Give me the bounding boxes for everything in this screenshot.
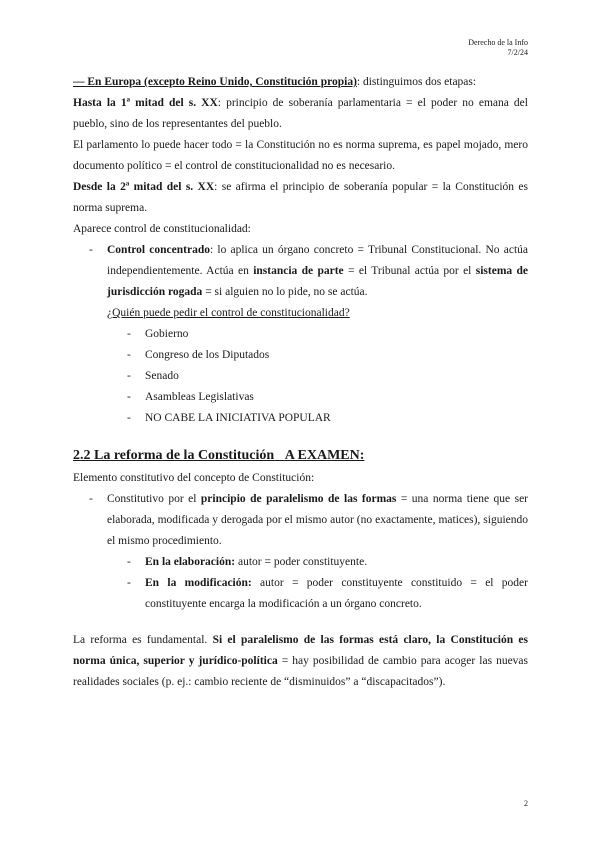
who-item-text: Congreso de los Diputados (145, 349, 270, 361)
concentrated-text-2: = el Tribunal actúa por el (343, 265, 476, 277)
bullet-dash: - (127, 577, 131, 589)
page-number: 2 (524, 799, 528, 808)
section-title: 2.2 La reforma de la Constitución (73, 448, 275, 463)
who-item-text: NO CABE LA INICIATIVA POPULAR (145, 412, 331, 424)
reform-bold: Si el paralelismo de las formas está claro, la Constitución es norma única, superior y jurídico-política (73, 634, 528, 667)
parallelism-text-2: = una norma tiene que ser elaborada, modificada y derogada por el mismo autor (no exactamente, matices), siguiendo el mismo procedimiento. (107, 493, 528, 547)
list-item-who (73, 408, 528, 429)
paragraph-parliament: El parlamento lo puede hacer todo = la Constitución no es norma suprema, es papel mojado, mero documento político = el control de constitucionalidad no es necesario. (73, 139, 528, 172)
paragraph-constitutive: Elemento constitutivo del concepto de Constitución: (73, 472, 315, 484)
bullet-dash: - (127, 370, 131, 382)
page-header (468, 38, 528, 58)
list-item-concentrated-control (73, 240, 528, 303)
question-heading: ¿Quién puede pedir el control de constitucionalidad? (107, 307, 350, 319)
modification-text: autor = poder constituyente constituido = el poder constituyente encarga la modificación a un órgano concreto. (145, 577, 528, 610)
second-half-text: : se afirma el principio de soberanía popular = la Constitución es norma suprema. (73, 181, 529, 214)
paragraph-reform (73, 630, 528, 693)
instancia-label: instancia de parte (253, 265, 344, 277)
parallelism-label: principio de paralelismo de las formas (200, 493, 397, 505)
bullet-dash: - (127, 391, 131, 403)
who-item-text: Asambleas Legislativas (145, 391, 254, 403)
europe-text: : distinguimos dos etapas: (356, 76, 477, 88)
list-item-who (73, 324, 528, 345)
concentrated-control-label: Control concentrado (107, 244, 210, 256)
document-body (73, 72, 528, 693)
bullet-dash: - (127, 556, 131, 568)
list-item-who (73, 345, 528, 366)
list-item-parallelism (73, 489, 528, 552)
list-item-modification (73, 573, 528, 615)
reform-text-1: La reforma es fundamental. (73, 634, 213, 646)
bullet-dash: - (127, 328, 131, 340)
concentrated-text-1: : lo aplica un órgano concreto = Tribunal Constitucional. No actúa independientemente. Actúa en (107, 244, 528, 277)
exam-badge: A EXAMEN: (284, 448, 365, 463)
paragraph-second-half (73, 177, 528, 219)
bullet-dash: - (89, 493, 93, 505)
first-half-label: Hasta la 1ª mitad del s. XX (73, 97, 218, 109)
bullet-dash: - (127, 349, 131, 361)
europe-heading: — En Europa (excepto Reino Unido, Constitución propia) (73, 76, 357, 88)
bullet-dash: - (127, 412, 131, 424)
modification-label: En la modificación: (145, 577, 252, 589)
elaboration-label: En la elaboración: (145, 556, 236, 568)
elaboration-text: autor = poder constituyente. (235, 556, 368, 568)
who-item-text: Senado (145, 370, 179, 382)
list-item-elaboration (73, 552, 528, 573)
paragraph-first-half (73, 93, 528, 135)
who-item-text: Gobierno (145, 328, 189, 340)
list-item-who (73, 366, 528, 387)
second-half-label: Desde la 2ª mitad del s. XX (73, 181, 215, 193)
header-course: Derecho de la Info (468, 38, 528, 47)
reform-text-2: = hay posibilidad de cambio para acoger las nuevas realidades sociales (p. ej.: cambio reciente de “disminuidos” a “discapacitados”). (73, 655, 529, 688)
paragraph-control-appears: Aparece control de constitucionalidad: (73, 223, 251, 235)
section-heading (73, 446, 528, 466)
bullet-dash: - (89, 244, 93, 256)
jurisdiccion-label: sistema de jurisdicción rogada (107, 265, 528, 298)
spacer (73, 615, 528, 630)
parallelism-text-1: Constitutivo por el (107, 493, 201, 505)
header-date: 7/2/24 (507, 48, 528, 57)
first-half-text: : principio de soberanía parlamentaria = el poder no emana del pueblo, sino de los representantes del pueblo. (73, 97, 528, 130)
list-item-who (73, 387, 528, 408)
concentrated-text-3: = si alguien no lo pide, no se actúa. (202, 286, 368, 298)
paragraph-europe (73, 72, 528, 93)
